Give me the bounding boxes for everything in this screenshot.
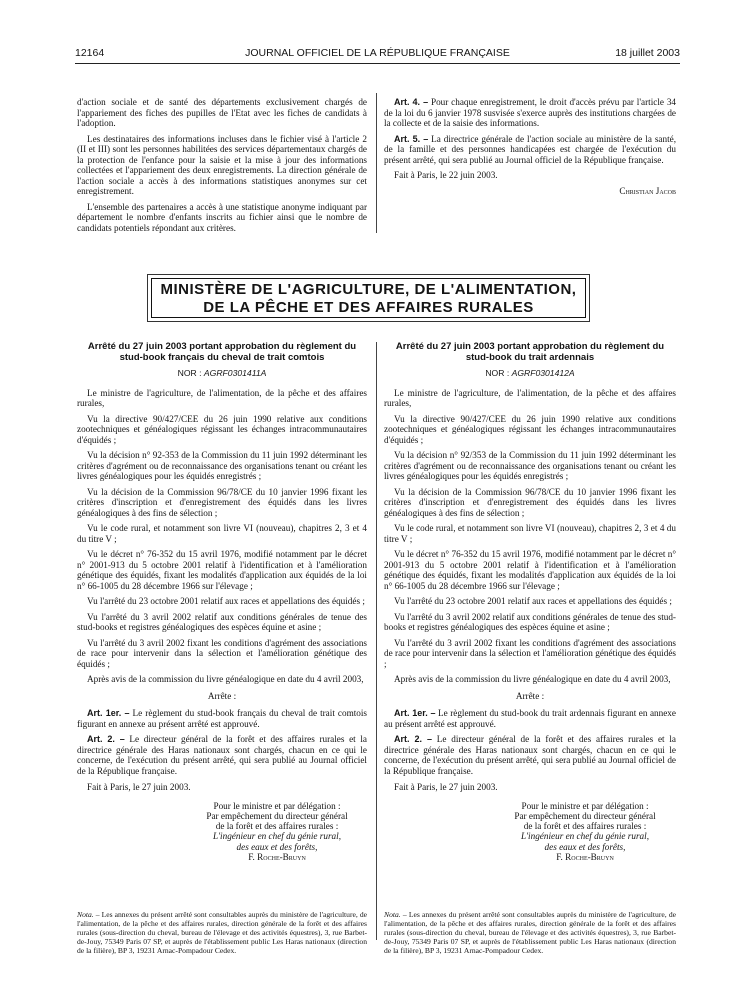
article-label: Art. 2. – — [87, 734, 125, 744]
signature-line: Par empêchement du directeur général — [206, 810, 348, 821]
column-divider — [376, 93, 377, 233]
visa: Vu le code rural, et notamment son livre VI (nouveau), chapitres 2, 3 et 4 du titre V ; — [77, 523, 367, 544]
visa: Vu la décision de la Commission 96/78/CE du 10 janvier 1996 fixant les critères d'inscription et d'enregistrement des équidés dans les livres généalogiques à des fins de sélection ; — [384, 486, 676, 518]
article-text: Le directeur général de la forêt et des affaires rurales et la directrice générale des Haras nationaux sont chargés, chacun en ce qui le concerne, de l'exécution du présent arrêté, qui sera publié au Journal officiel de la République française. — [384, 734, 676, 776]
signature-line: Par empêchement du directeur général — [514, 810, 656, 821]
signatory-name: F. Roche-Bruyn — [248, 851, 306, 862]
visa: Vu le décret n° 76-352 du 15 avril 1976, modifié notamment par le décret n° 2001-913 du 5 octobre 2001 relatif à l'identification et à l'amélioration génétique des équidés, fixant les modalités d'application aux équidés de la loi n° 66-1005 du 28 décembre 1966 sur l'élevage ; — [77, 549, 367, 591]
fait-line: Fait à Paris, le 22 juin 2003. — [394, 170, 498, 180]
signature-block — [187, 801, 367, 863]
article-label: Art. 1er. – — [87, 708, 130, 718]
nor-reference — [384, 368, 676, 379]
article-label: Art. 4. – — [394, 97, 429, 107]
signatory-name: F. Roche-Bruyn — [556, 851, 614, 862]
paragraph: d'action sociale et de santé des départements exclusivement chargés de l'appariement des fiches des pupilles de l'Etat avec les fiches de candidats à l'adoption. — [77, 97, 367, 128]
signature-line: L'ingénieur en chef du génie rural, — [520, 831, 649, 842]
journal-title: JOURNAL OFFICIEL DE LA RÉPUBLIQUE FRANÇAISE — [245, 47, 510, 59]
left-article — [77, 342, 367, 862]
page-number: 12164 — [75, 47, 105, 59]
column-divider — [376, 342, 377, 940]
paragraph: Les destinataires des informations incluses dans le fichier visé à l'article 2 (II et III) sont les personnes habilitées des services départementaux chargés de la protection de l'enfance pour la saisie et la mise à jour des informations collectées et l'appariement des deux enregistrements. La direction générale de l'action sociale a accès à des informations statistiques anonymes sur cet enregistrement. — [77, 133, 367, 196]
visa: Vu la directive 90/427/CEE du 26 juin 1990 relative aux conditions zootechniques et généalogiques régissant les échanges intracommunautaires d'équidés ; — [384, 413, 676, 445]
signature: Christian Jacob — [619, 185, 676, 196]
article-text: Pour chaque enregistrement, le droit d'accès prévu par l'article 34 de la loi du 6 janvier 1978 susvisée s'exerce auprès des institutions chargées de la collecte et de la saisie des informations. — [384, 97, 677, 128]
nota-label: Nota. — [384, 910, 401, 919]
visa: Le ministre de l'agriculture, de l'alimentation, de la pêche et des affaires rurales, — [77, 387, 367, 408]
article-5 — [384, 134, 676, 166]
nota-text: – Les annexes du présent arrêté sont consultables auprès du ministère de l'agriculture, de l'alimentation, de la pêche et des affaires rurales, direction générale de la forêt et des affaires rurales (sous-direction du cheval, bureau de l'élevage et des activités équestres), 3, rue Barbet-de-Jouy, 75349 Paris 07 SP, et auprès de l'établissement public Les Haras nationaux (direction de la filière), BP 3, 19231 Arnac-Pompadour Cedex. — [384, 910, 676, 955]
issue-date: 18 juillet 2003 — [615, 47, 680, 59]
article-text: Le règlement du stud-book du trait ardennais figurant en annexe au présent arrêté est approuvé. — [384, 708, 676, 729]
visa: Vu la décision n° 92-353 de la Commission du 11 juin 1992 déterminant les critères d'agrément ou de reconnaissance des organisations tenant ou créant les livres généalogiques pour les équidés enregistrés ; — [77, 450, 367, 481]
article-label: Art. 5. – — [394, 133, 429, 144]
signature-line: des eaux et des forêts, — [236, 841, 318, 852]
top-right-column — [384, 97, 676, 196]
page-header — [75, 47, 680, 63]
arrete-label: Arrête : — [207, 690, 237, 701]
article-title: Arrêté du 27 juin 2003 portant approbation du règlement du stud-book français du cheval de trait comtois — [87, 341, 357, 363]
nor-label: NOR : — [177, 368, 204, 378]
signature-line: de la forêt et des affaires rurales : — [215, 821, 339, 832]
visa: Vu l'arrêté du 3 avril 2002 relatif aux conditions générales de tenue des stud-books et registres généalogiques des espèces équine et asine ; — [384, 611, 676, 632]
nor-label: NOR : — [485, 368, 512, 378]
signature-line: Pour le ministre et par délégation : — [521, 800, 649, 811]
signature-line: des eaux et des forêts, — [544, 841, 626, 852]
article-4 — [384, 97, 676, 129]
visa: Vu le décret n° 76-352 du 15 avril 1976, modifié notamment par le décret n° 2001-913 du 5 octobre 2001 relatif à l'identification et à l'amélioration génétique des équidés, fixant les modalités d'application aux équidés de la loi n° 66-1005 du 28 décembre 1966 sur l'élevage ; — [384, 549, 676, 591]
article-text: Le directeur général de la forêt et des affaires rurales et la directrice générale des Haras nationaux sont chargés, chacun en ce qui le concerne, de l'exécution du présent arrêté, qui sera publié au Journal officiel de la République française. — [77, 734, 367, 776]
visa: Vu la décision n° 92/353 de la Commission du 11 juin 1992 déterminant les critères d'agrément ou de reconnaissance des organisations tenant ou créant les livres généalogiques pour les équidés enregistrés ; — [384, 450, 676, 481]
nor-code: AGRF0301412A — [511, 368, 575, 378]
visa: Vu la décision de la Commission 96/78/CE du 10 janvier 1996 fixant les critères d'inscription et d'enregistrement des équidés dans les livres généalogiques à des fins de sélection ; — [77, 486, 367, 518]
ministry-heading — [151, 278, 586, 318]
top-left-column — [77, 97, 367, 238]
article-2 — [384, 734, 676, 776]
article-2 — [77, 734, 367, 776]
nor-code: AGRF0301411A — [203, 368, 267, 378]
ministry-line-1: MINISTÈRE DE L'AGRICULTURE, DE L'ALIMENTATION, — [160, 281, 577, 298]
visa: Le ministre de l'agriculture, de l'alimentation, de la pêche et des affaires rurales, — [384, 387, 676, 408]
nota-label: Nota. — [77, 910, 94, 919]
signature-line: Pour le ministre et par délégation : — [213, 800, 341, 811]
nota-right — [384, 910, 676, 955]
paragraph: L'ensemble des partenaires a accès à une statistique anonyme indiquant par département le nombre d'enfants inscrits au fichier ainsi que le nombre de candidats potentiels répondant aux critères. — [77, 201, 367, 233]
fait-line: Fait à Paris, le 27 juin 2003. — [87, 782, 191, 792]
article-1 — [77, 708, 367, 729]
article-title: Arrêté du 27 juin 2003 portant approbation du règlement du stud-book du trait ardennais — [395, 341, 665, 363]
visa: Vu l'arrêté du 3 avril 2002 relatif aux conditions générales de tenue des stud-books et registres généalogiques des espèces équine et asine ; — [77, 611, 367, 632]
article-label: Art. 2. – — [394, 734, 432, 744]
visa: Vu l'arrêté du 23 octobre 2001 relatif aux races et appellations des équidés ; — [394, 596, 672, 606]
article-label: Art. 1er. – — [394, 708, 436, 718]
article-1 — [384, 708, 676, 729]
signature-block — [494, 801, 676, 863]
ministry-line-2: DE LA PÊCHE ET DES AFFAIRES RURALES — [203, 299, 534, 316]
nor-reference — [77, 368, 367, 379]
visa: Vu l'arrêté du 3 avril 2002 fixant les conditions d'agrément des associations de race pour intervenir dans la sélection et l'amélioration génétique des équidés ; — [77, 637, 367, 669]
nota-text: – Les annexes du présent arrêté sont consultables auprès du ministère de l'agriculture, de l'alimentation, de la pêche et des affaires rurales, direction générale de la forêt et des affaires rurales (sous-direction du cheval, bureau de l'élevage et des activités équestres), 3, rue Barbet-de-Jouy, 75349 Paris 07 SP, et auprès de l'établissement public Les Haras nationaux (direction de la filière), BP 3, 19231 Arnac-Pompadour Cedex. — [77, 910, 367, 955]
visa: Vu l'arrêté du 23 octobre 2001 relatif aux races et appellations des équidés ; — [87, 596, 365, 606]
visa: Après avis de la commission du livre généalogique en date du 4 avril 2003, — [394, 674, 671, 684]
visa: Vu l'arrêté du 3 avril 2002 fixant les conditions d'agrément des associations de race pour intervenir dans la sélection et l'amélioration génétique des équidés ; — [384, 637, 676, 669]
fait-line: Fait à Paris, le 27 juin 2003. — [394, 782, 498, 792]
visa: Après avis de la commission du livre généalogique en date du 4 avril 2003, — [87, 674, 364, 684]
header-rule — [75, 63, 680, 64]
nota-left — [77, 910, 367, 955]
arrete-label: Arrête : — [515, 690, 545, 701]
visa: Vu la directive 90/427/CEE du 26 juin 1990 relative aux conditions zootechniques et généalogiques régissant les échanges intracommunautaires d'équidés ; — [77, 413, 367, 445]
right-article — [384, 342, 676, 862]
signature-line: de la forêt et des affaires rurales : — [523, 821, 647, 832]
article-text: La directrice générale de l'action sociale au ministère de la santé, de la famille et des personnes handicapées est chargée de l'exécution du présent arrêté, qui sera publié au Journal officiel de la République française. — [384, 133, 677, 165]
article-text: Le règlement du stud-book français du cheval de trait comtois figurant en annexe au présent arrêté est approuvé. — [77, 708, 367, 729]
visa: Vu le code rural, et notamment son livre VI (nouveau), chapitres 2, 3 et 4 du titre V ; — [384, 523, 676, 544]
signature-line: L'ingénieur en chef du génie rural, — [212, 831, 341, 842]
